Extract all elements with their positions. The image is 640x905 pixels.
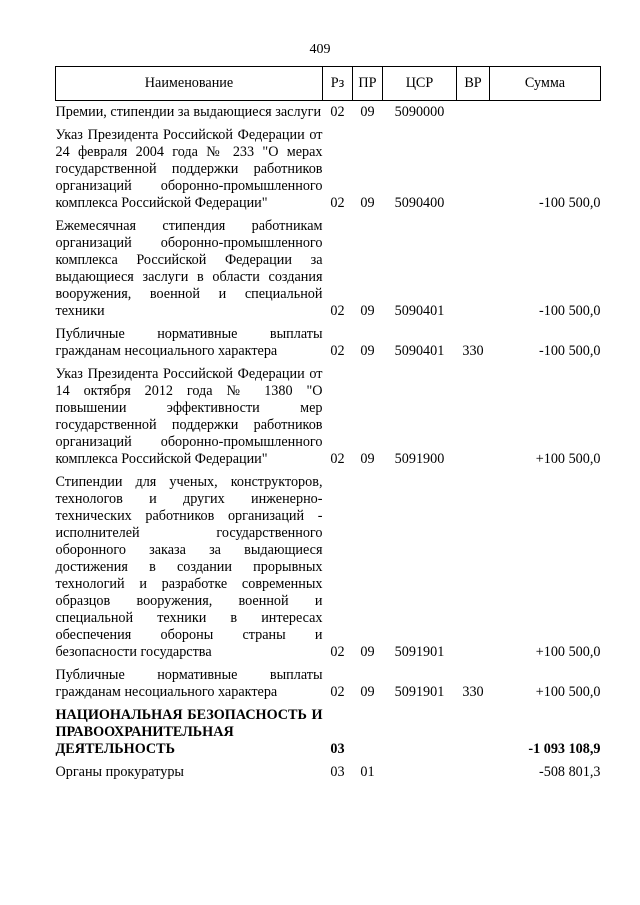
- row-pr: 09: [360, 451, 375, 467]
- page-number: 409: [309, 42, 331, 57]
- row-name: Премии, стипендии за выдающиеся заслуги: [55, 104, 322, 120]
- row-csr: 5090000: [394, 104, 445, 120]
- row-rz: 03: [330, 741, 345, 757]
- row-name: Публичные нормативные выплаты гражданам несоциального характера: [55, 667, 323, 700]
- table-row-section: [56, 704, 601, 761]
- row-pr: 09: [360, 684, 375, 700]
- row-csr: 5090401: [394, 303, 445, 319]
- row-rz: 02: [330, 303, 345, 319]
- table-row: [56, 664, 601, 704]
- table-row: [56, 124, 601, 215]
- header-csr: ЦСР: [383, 67, 457, 101]
- row-csr: 5090400: [394, 195, 445, 211]
- row-csr: 5091901: [394, 684, 445, 700]
- row-csr: 5090401: [394, 343, 445, 359]
- row-sum: -100 500,0: [539, 343, 601, 359]
- row-name: Указ Президента Российской Федерации от 14 октября 2012 года № 1380 "О повышении эффективности мер государственной поддержки работников организаций оборонно-промышленного комплекса Российской Федерации": [55, 366, 323, 467]
- row-name: Публичные нормативные выплаты гражданам несоциального характера: [55, 326, 323, 359]
- budget-table: [55, 66, 601, 784]
- row-csr: 5091900: [394, 451, 445, 467]
- row-rz: 02: [330, 451, 345, 467]
- header-rz: Рз: [323, 67, 353, 101]
- row-name: Органы прокуратуры: [55, 764, 184, 780]
- row-name: Указ Президента Российской Федерации от 24 февраля 2004 года № 233 "О мерах государственной поддержки работников организаций оборонно-промышленного комплекса Российской Федерации": [55, 127, 323, 211]
- table-row: [56, 215, 601, 323]
- row-csr: 5091901: [394, 644, 445, 660]
- table-row: [56, 323, 601, 363]
- row-rz: 02: [330, 195, 345, 211]
- row-csr: [383, 761, 457, 784]
- row-vr: [457, 471, 490, 664]
- table-row: [56, 101, 601, 125]
- row-rz: 02: [330, 644, 345, 660]
- row-vr: [457, 215, 490, 323]
- row-vr: [457, 704, 490, 761]
- row-sum: +100 500,0: [535, 451, 601, 467]
- row-sum: -1 093 108,9: [528, 741, 601, 757]
- header-pr: ПР: [353, 67, 383, 101]
- row-pr: 09: [360, 644, 375, 660]
- row-sum: -508 801,3: [539, 764, 601, 780]
- header-name: Наименование: [56, 67, 323, 101]
- row-pr: 09: [360, 343, 375, 359]
- row-sum: +100 500,0: [535, 644, 601, 660]
- row-pr: 09: [360, 195, 375, 211]
- row-pr: [353, 704, 383, 761]
- row-name: Стипендии для ученых, конструкторов, технологов и других инженерно-технических работников организаций - исполнителей государственного оборонного заказа за выдающиеся достижения в создании прорывных технологий и разработке современных образцов вооружения, военной и специальной техники в интересах обеспечения обороны страны и безопасности государства: [55, 474, 323, 660]
- row-vr: 330: [462, 343, 484, 359]
- row-vr: [457, 761, 490, 784]
- table-header-row: [56, 67, 601, 101]
- row-vr: [457, 101, 490, 125]
- header-sum: Сумма: [490, 67, 601, 101]
- row-name: Ежемесячная стипендия работникам организаций оборонно-промышленного комплекса Российской Федерации за выдающиеся заслуги в области создания вооружения, военной и специальной техники: [55, 218, 323, 319]
- row-rz: 02: [330, 343, 345, 359]
- row-sum: +100 500,0: [535, 684, 601, 700]
- row-rz: 03: [330, 764, 345, 780]
- row-vr: [457, 363, 490, 471]
- row-sum: [490, 101, 601, 125]
- row-rz: 02: [330, 684, 345, 700]
- row-pr: 09: [360, 303, 375, 319]
- table-row: [56, 471, 601, 664]
- table-row: [56, 761, 601, 784]
- header-vr: ВР: [457, 67, 490, 101]
- row-pr: 09: [360, 104, 375, 120]
- row-vr: 330: [462, 684, 484, 700]
- row-sum: -100 500,0: [539, 303, 601, 319]
- row-sum: -100 500,0: [539, 195, 601, 211]
- row-csr: [383, 704, 457, 761]
- row-name: НАЦИОНАЛЬНАЯ БЕЗОПАСНОСТЬ И ПРАВООХРАНИТЕЛЬНАЯ ДЕЯТЕЛЬНОСТЬ: [55, 707, 323, 757]
- row-vr: [457, 124, 490, 215]
- row-rz: 02: [330, 104, 345, 120]
- row-pr: 01: [360, 764, 375, 780]
- table-row: [56, 363, 601, 471]
